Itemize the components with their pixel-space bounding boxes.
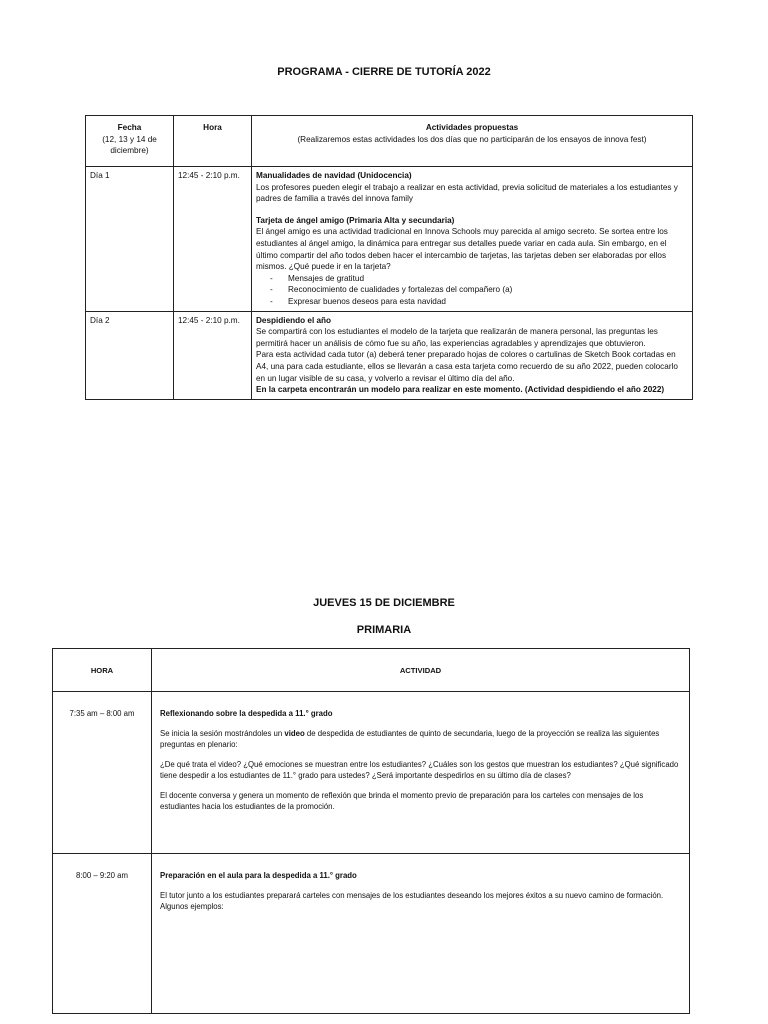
header-hora: HORA xyxy=(53,649,152,692)
activity-text: El docente conversa y genera un momento de reflexión que brinda el momento previo de preparación para los carteles con mensajes de los estudiantes hacia los estudiantes de la promoción. xyxy=(160,791,644,811)
row-activities xyxy=(252,167,693,312)
thursday-table-header xyxy=(53,649,690,692)
header-actividades-sub: (Realizaremos estas actividades los dos días que no participarán de los ensayos de innova fest) xyxy=(297,134,647,144)
header-actividades xyxy=(252,116,693,167)
row-time: 8:00 – 9:20 am xyxy=(53,854,152,1014)
header-fecha-label: Fecha xyxy=(117,123,142,132)
activity-title: Preparación en el aula para la despedida a 11.° grado xyxy=(160,871,357,880)
activity-text xyxy=(160,728,681,750)
activity-note: En la carpeta encontrarán un modelo para realizar en este momento. (Actividad despidiendo el año 2022) xyxy=(256,385,665,395)
header-hora xyxy=(174,116,252,167)
activity-text: El tutor junto a los estudiantes preparará carteles con mensajes de los estudiantes deseando los mejores éxitos a su nuevo camino de formación. Algunos ejemplos: xyxy=(160,891,664,911)
program-title: PROGRAMA - CIERRE DE TUTORÍA 2022 xyxy=(277,66,491,78)
header-fecha-sub: (12, 13 y 14 de diciembre) xyxy=(102,134,157,156)
table-row xyxy=(53,692,690,854)
activity-title: Reflexionando sobre la despedida a 11.° grado xyxy=(160,709,333,718)
table-row xyxy=(86,311,693,399)
activity-text-part: Se inicia la sesión mostrándoles un xyxy=(160,729,285,738)
header-hora-label: Hora xyxy=(203,123,222,132)
activity-title: Manualidades de navidad (Unidocencia) xyxy=(256,171,412,180)
activity-text-part: de despedida de estudiantes de quinto de secundaria, luego de la proyección se realiza las siguientes preguntas en plenario: xyxy=(160,729,660,749)
activity-text: Para esta actividad cada tutor (a) deberá tener preparado hojas de colores o cartulinas de Sketch Book cortadas en A4, una para cada estudiante, ellos se llevarán a casa esta tarjeta como recuerdo de su año 2022, pueden colocarlo en un lugar visible de su casa, y volverlo a revisar el último día del año. xyxy=(256,350,678,383)
activity-questions: ¿De qué trata el video? ¿Qué emociones se muestran entre los estudiantes? ¿Cuáles son los gestos que muestran los estudiantes? ¿Qué significado tiene despedir a los estudiantes de 11.° grado para ustedes? ¿Será importante despedirlos en su último día de clases? xyxy=(160,760,679,780)
row-day: Día 1 xyxy=(86,167,174,312)
row-day: Día 2 xyxy=(86,311,174,399)
activity-title: Tarjeta de ángel amigo (Primaria Alta y secundaria) xyxy=(256,215,455,225)
list-item: - Expresar buenos deseos para esta navidad xyxy=(270,296,688,308)
row-activity xyxy=(152,692,690,854)
list-item: - Reconocimiento de cualidades y fortalezas del compañero (a) xyxy=(270,284,688,296)
row-time: 12:45 - 2:10 p.m. xyxy=(174,167,252,312)
row-activities xyxy=(252,311,693,399)
activity-list xyxy=(256,273,688,308)
program-table xyxy=(85,115,693,400)
header-fecha xyxy=(86,116,174,167)
thursday-date-title: JUEVES 15 DE DICIEMBRE xyxy=(313,597,455,609)
header-actividad: ACTIVIDAD xyxy=(152,649,690,692)
thursday-table xyxy=(52,648,690,1014)
activity-text: El ángel amigo es una actividad tradicional en Innova Schools muy parecida al amigo secreto. Se sortea entre los estudiantes al ángel amigo, la dinámica para entregar sus detalles puede variar en cada aula. Sin embargo, en el último compartir del año todos deben hacer el intercambio de tarjetas, las tarjetas deben ser elaboradas por ellos mismos. ¿Qué puede ir en la tarjeta? xyxy=(256,227,668,272)
table-row xyxy=(53,854,690,1014)
activity-title: Despidiendo el año xyxy=(256,315,332,325)
program-table-header xyxy=(86,116,693,167)
table-row xyxy=(86,167,693,312)
list-item: - Mensajes de gratitud xyxy=(270,273,688,285)
activity-text: Se compartirá con los estudiantes el modelo de la tarjeta que realizarán de manera personal, las preguntas les permitirá hacer un análisis de cómo fue su año, las experiencias agradables y aprendizajes que obtuvieron. xyxy=(256,327,658,348)
row-time: 7:35 am – 8:00 am xyxy=(53,692,152,854)
activity-text: Los profesores pueden elegir el trabajo a realizar en esta actividad, previa solicitud de materiales a los estudiantes y padres de familia a través del innova family xyxy=(256,182,678,204)
thursday-level-title: PRIMARIA xyxy=(356,624,412,636)
activity-text-bold: video xyxy=(284,729,305,738)
header-actividades-label: Actividades propuestas xyxy=(425,123,519,132)
row-time: 12:45 - 2:10 p.m. xyxy=(174,311,252,399)
row-activity xyxy=(152,854,690,1014)
